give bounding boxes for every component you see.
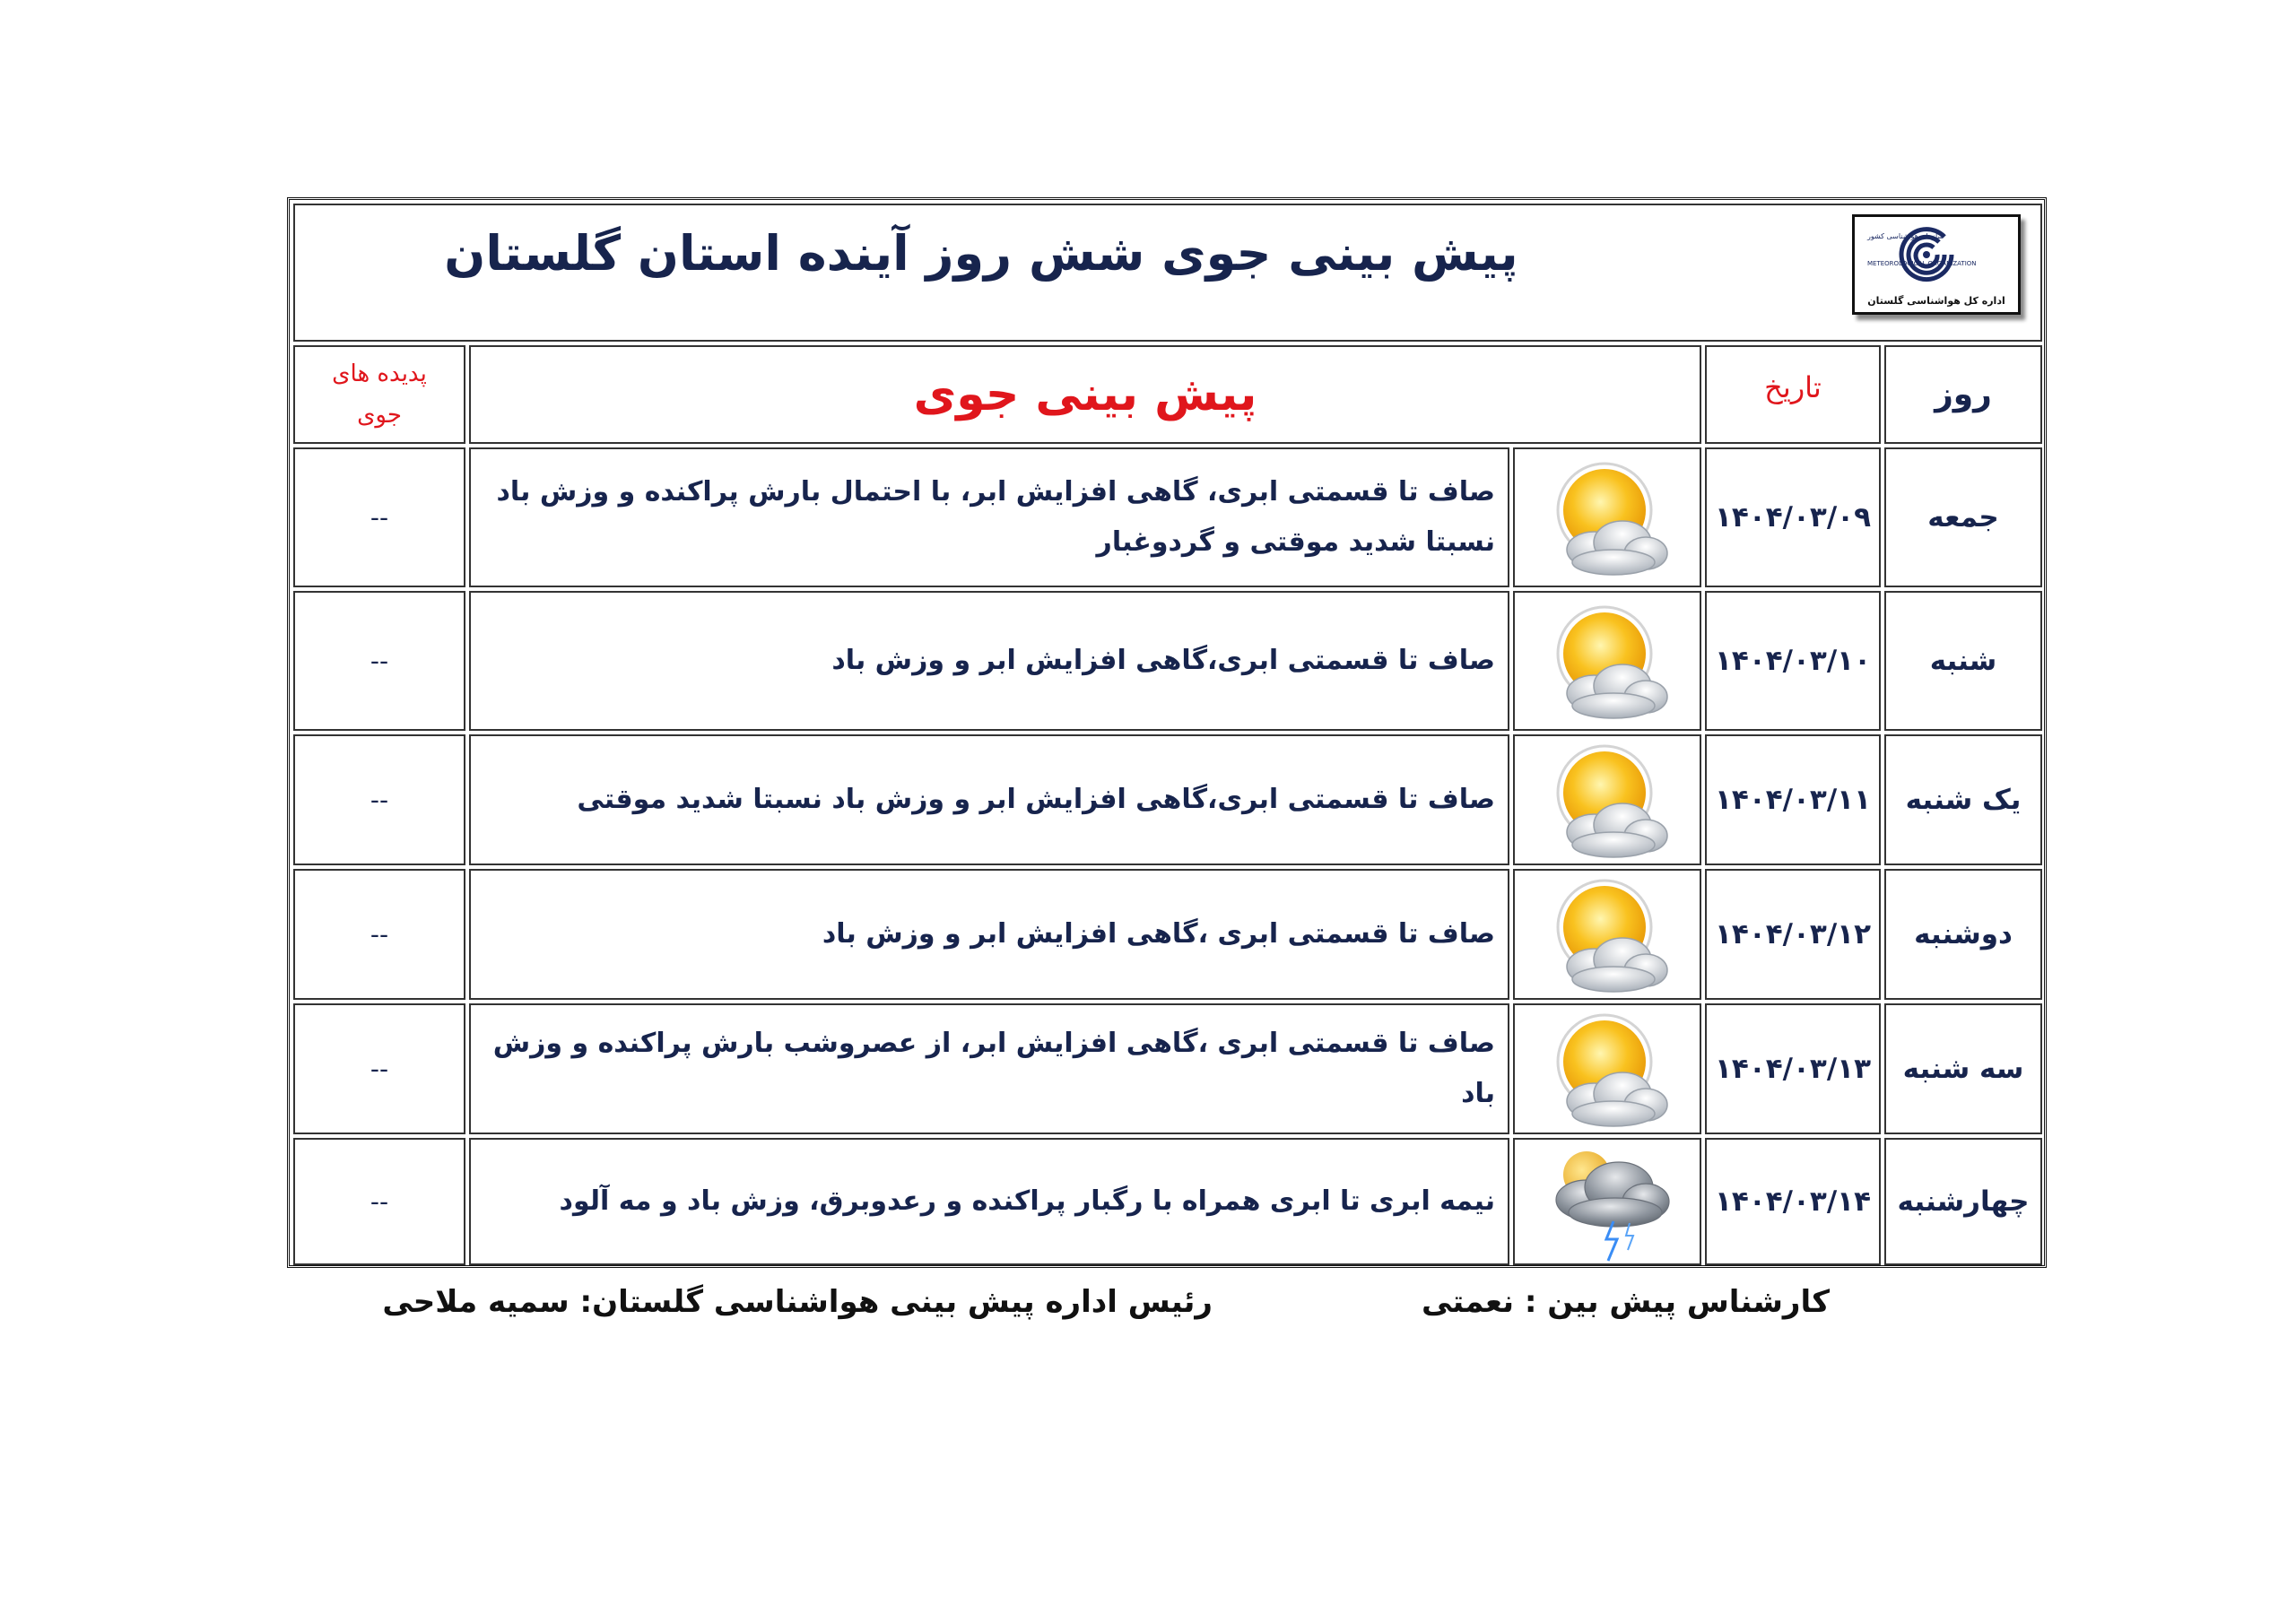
row-5-forecast [469, 1003, 1509, 1134]
row-2-phenomena [293, 591, 465, 731]
header-phenomena [293, 345, 465, 444]
forecast-table [287, 197, 2047, 1268]
header-day [1884, 345, 2042, 444]
thunderstorm-icon [1540, 1139, 1674, 1264]
column-date-label: تاریخ [1764, 369, 1822, 404]
row-1-forecast [469, 447, 1509, 587]
phenomena-value: -- [370, 785, 389, 815]
row-2-icon-cell [1513, 591, 1701, 731]
row-4-icon-cell [1513, 869, 1701, 1000]
forecast-text: صاف تا قسمتی ابری، گاهی افزایش ابر، با احتمال بارش پراکنده و وزش باد نسبتا شدید موقتی و گردوغبار [496, 476, 1495, 558]
row-6-forecast [469, 1138, 1509, 1265]
head-signature: رئیس اداره پیش بینی هواشناسی گلستان: سمیه ملاحی [382, 1284, 1213, 1320]
row-1-date [1705, 447, 1881, 587]
row-2-date [1705, 591, 1881, 731]
date-label: ۱۴۰۴/۰۳/۱۲ [1714, 918, 1871, 950]
row-1-phenomena [293, 447, 465, 587]
header-date [1705, 345, 1881, 444]
day-label: جمعه [1927, 501, 1999, 534]
forecast-text: صاف تا قسمتی ابری ،گاهی افزایش ابر و وزش باد [822, 918, 1495, 950]
phenomena-value: -- [370, 1054, 389, 1084]
svg-text:سازمان هواشناسی کشور: سازمان هواشناسی کشور [1867, 232, 1944, 240]
row-5-day [1884, 1003, 2042, 1134]
row-6-date [1705, 1138, 1881, 1265]
row-3-day [1884, 734, 2042, 865]
row-6-icon-cell [1513, 1138, 1701, 1265]
row-2-forecast [469, 591, 1509, 731]
row-3-icon-cell [1513, 734, 1701, 865]
row-2-day [1884, 591, 2042, 731]
row-3-phenomena [293, 734, 465, 865]
phenomena-value: -- [370, 919, 389, 950]
column-phenomena-line1: پدیده های [332, 360, 427, 387]
day-label: شنبه [1929, 645, 1997, 677]
date-label: ۱۴۰۴/۰۳/۱۴ [1714, 1185, 1871, 1218]
row-4-date [1705, 869, 1881, 1000]
partly-cloudy-icon [1540, 872, 1674, 997]
partly-cloudy-icon [1540, 598, 1674, 724]
row-4-day [1884, 869, 2042, 1000]
row-5-date [1705, 1003, 1881, 1134]
day-label: دوشنبه [1914, 918, 2013, 950]
date-label: ۱۴۰۴/۰۳/۱۳ [1714, 1053, 1871, 1085]
date-label: ۱۴۰۴/۰۳/۰۹ [1714, 501, 1871, 534]
row-5-icon-cell [1513, 1003, 1701, 1134]
phenomena-value: -- [370, 1186, 389, 1217]
logo-icon [1855, 219, 2018, 291]
day-label: یک شنبه [1905, 784, 2022, 816]
day-label: سه شنبه [1902, 1053, 2024, 1085]
forecast-text: صاف تا قسمتی ابری،گاهی افزایش ابر و وزش باد نسبتا شدید موقتی [577, 784, 1495, 815]
row-5-phenomena [293, 1003, 465, 1134]
row-6-phenomena [293, 1138, 465, 1265]
title-row [293, 204, 2042, 342]
row-3-date [1705, 734, 1881, 865]
row-4-forecast [469, 869, 1509, 1000]
column-forecast-label: پیش بینی جوی [913, 368, 1257, 421]
partly-cloudy-icon [1540, 737, 1674, 863]
forecast-text: صاف تا قسمتی ابری،گاهی افزایش ابر و وزش باد [831, 645, 1495, 676]
date-label: ۱۴۰۴/۰۳/۱۰ [1714, 645, 1871, 677]
partly-cloudy-icon [1540, 1006, 1674, 1132]
column-phenomena-label [295, 353, 464, 436]
partly-cloudy-icon [1540, 455, 1674, 580]
column-day-label: روز [1935, 376, 1992, 413]
phenomena-value: -- [370, 646, 389, 676]
column-phenomena-line2: جوی [357, 402, 402, 429]
row-4-phenomena [293, 869, 465, 1000]
logo [1852, 214, 2021, 315]
day-label: چهارشنبه [1897, 1185, 2030, 1218]
logo-caption: اداره کل هواشناسی گلستان [1867, 295, 2005, 307]
forecaster-signature: کارشناس پیش بین : نعمتی [1421, 1284, 1830, 1320]
date-label: ۱۴۰۴/۰۳/۱۱ [1714, 784, 1871, 816]
row-6-day [1884, 1138, 2042, 1265]
phenomena-value: -- [370, 502, 389, 533]
svg-text:METEOROLOGICAL ORGANIZATION: METEOROLOGICAL ORGANIZATION [1867, 260, 1977, 267]
row-1-day [1884, 447, 2042, 587]
page-title: پیش بینی جوی شش روز آینده استان گلستان [444, 225, 1518, 282]
header-forecast [469, 345, 1701, 444]
row-3-forecast [469, 734, 1509, 865]
forecast-text: نیمه ابری تا ابری همراه با رگبار پراکنده و رعدوبرق، وزش باد و مه آلود [559, 1185, 1495, 1217]
forecast-text: صاف تا قسمتی ابری ،گاهی افزایش ابر، از عصروشب بارش پراکنده و وزش باد [492, 1028, 1495, 1109]
row-1-icon-cell [1513, 447, 1701, 587]
